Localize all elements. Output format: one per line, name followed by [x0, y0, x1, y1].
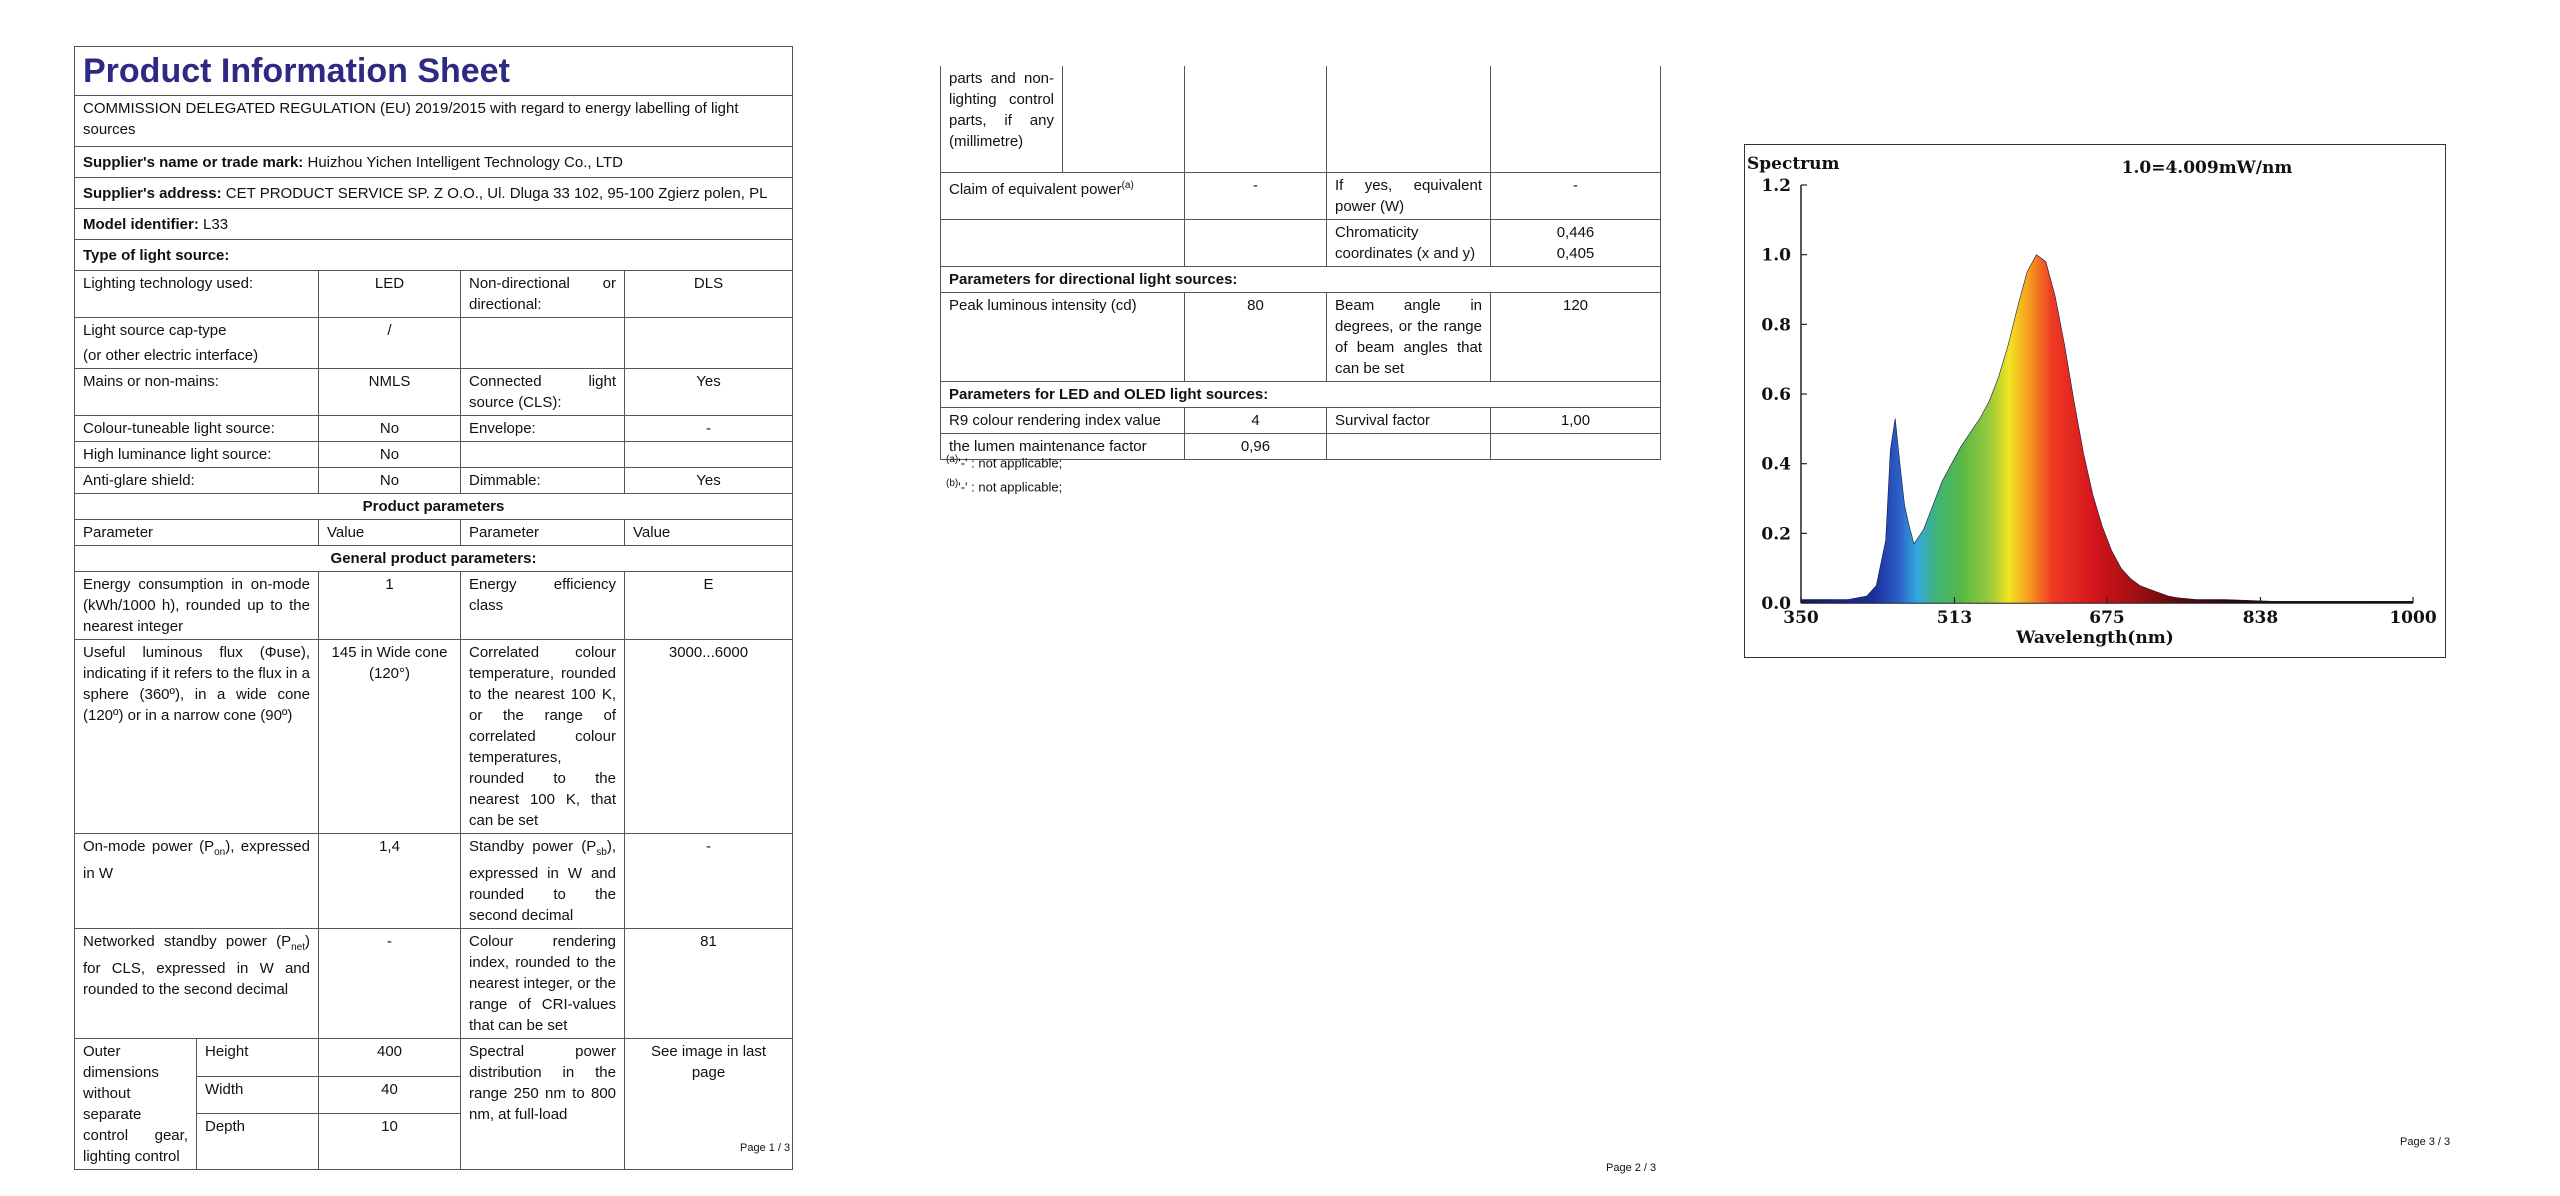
empty-cell	[625, 318, 793, 369]
tech-value: LED	[319, 271, 461, 318]
standby-power-value: -	[625, 834, 793, 929]
y-tick-label: 0.4	[1761, 454, 1791, 475]
page-number: Page 3 / 3	[2400, 1136, 2451, 1148]
antiglare-value: No	[319, 468, 461, 494]
antiglare-label: Anti-glare shield:	[75, 468, 319, 494]
general-heading: General product parameters:	[75, 546, 793, 572]
empty-cell	[1491, 66, 1661, 172]
page-2	[940, 0, 1660, 1180]
survival-label: Survival factor	[1327, 407, 1491, 433]
on-mode-power-value: 1,4	[319, 834, 461, 929]
height-label: Height	[197, 1039, 319, 1077]
if-yes-value: -	[1491, 172, 1661, 219]
model-row: Model identifier: L33	[75, 209, 793, 240]
empty-cell	[461, 318, 625, 369]
energy-consumption-value: 1	[319, 572, 461, 640]
outer-dimensions-label: Outer dimensions without separate control gear, lighting control	[75, 1039, 197, 1170]
empty-cell	[1185, 219, 1327, 266]
regulation-text: COMMISSION DELEGATED REGULATION (EU) 2019/2015 with regard to energy labelling of light sources	[75, 96, 793, 147]
dimensions-continued-label: parts and non-lighting control parts, if any (millimetre)	[941, 66, 1063, 172]
empty-cell	[1491, 433, 1661, 459]
standby-power-label: Standby power $(P_{sb})$, expressed in W and rounded to the second decimal	[461, 834, 625, 929]
empty-cell	[1063, 66, 1185, 172]
dimmable-value: Yes	[625, 468, 793, 494]
cap-label: Light source cap-type (or other electric interface)	[75, 318, 319, 369]
spectrum-area	[1801, 255, 2413, 603]
footnote-b: $^{(b)}$'-' : not applicable;	[946, 478, 1063, 495]
beam-angle-label: Beam angle in degrees, or the range of beam angles that can be set	[1327, 292, 1491, 381]
spectral-distribution-label: Spectral power distribution in the range 250 nm to 800 nm, at full-load	[461, 1039, 625, 1170]
high-luminance-label: High luminance light source:	[75, 442, 319, 468]
cri-label: Colour rendering index, rounded to the nearest integer, or the range of CRI-values that can be set	[461, 929, 625, 1039]
depth-label: Depth	[197, 1114, 319, 1170]
dimmable-label: Dimmable:	[461, 468, 625, 494]
efficiency-class-label: Energy efficiency class	[461, 572, 625, 640]
spectrum-chart	[1745, 145, 2445, 657]
high-luminance-value: No	[319, 442, 461, 468]
cap-value: /	[319, 318, 461, 369]
height-value: 400	[319, 1039, 461, 1077]
continuation-table	[940, 66, 1661, 460]
empty-cell	[1185, 66, 1327, 172]
empty-cell	[1327, 66, 1491, 172]
supplier-address-row: Supplier's address: CET PRODUCT SERVICE SP. Z O.O., Ul. Dluga 33 102, 95-100 Zgierz polen, PL	[75, 178, 793, 209]
networked-standby-value: -	[319, 929, 461, 1039]
cri-value: 81	[625, 929, 793, 1039]
col-value: Value	[319, 520, 461, 546]
envelope-value: -	[625, 416, 793, 442]
width-value: 40	[319, 1076, 461, 1114]
peak-intensity-label: Peak luminous intensity (cd)	[941, 292, 1185, 381]
luminous-flux-label: Useful luminous flux (Φuse), indicating if it refers to the flux in a sphere (360º), in a wide cone (120º) or in a narrow cone (90º)	[75, 640, 319, 834]
x-tick-label: 513	[1936, 608, 1973, 628]
luminous-flux-value: 145 in Wide cone (120°)	[319, 640, 461, 834]
if-yes-label: If yes, equivalent power (W)	[1327, 172, 1491, 219]
y-tick-label: 1.0	[1761, 245, 1791, 266]
chromaticity-label: Chromaticity coordinates (x and y)	[1327, 219, 1491, 266]
lumen-maintenance-value: 0,96	[1185, 433, 1327, 459]
efficiency-class-value: E	[625, 572, 793, 640]
spectral-distribution-value: See image in last page	[625, 1039, 793, 1170]
envelope-label: Envelope:	[461, 416, 625, 442]
mains-label: Mains or non-mains:	[75, 369, 319, 416]
product-info-table	[74, 46, 793, 1170]
depth-value: 10	[319, 1114, 461, 1170]
page-1	[74, 0, 792, 1165]
width-label: Width	[197, 1076, 319, 1114]
empty-cell	[941, 219, 1185, 266]
cct-value: 3000...6000	[625, 640, 793, 834]
x-axis-label: Wavelength(nm)	[2016, 628, 2174, 648]
r9-value: 4	[1185, 407, 1327, 433]
y-tick-label: 0.6	[1761, 385, 1791, 405]
empty-cell	[625, 442, 793, 468]
led-heading: Parameters for LED and OLED light sources:	[941, 381, 1661, 407]
x-tick-label: 350	[1783, 608, 1819, 628]
cls-label: Connected light source (CLS):	[461, 369, 625, 416]
directional-heading: Parameters for directional light sources:	[941, 266, 1661, 292]
page-3	[1720, 0, 2460, 1160]
page-number: Page 2 / 3	[1606, 1162, 1657, 1174]
equivalent-power-label: Claim of equivalent power$^{(a)}$	[941, 172, 1185, 219]
tuneable-label: Colour-tuneable light source:	[75, 416, 319, 442]
x-tick-label: 838	[2242, 608, 2279, 628]
spectrum-chart-frame	[1744, 144, 2446, 658]
footnote-a: $^{(a)}$'-' : not applicable;	[946, 454, 1063, 471]
energy-consumption-label: Energy consumption in on-mode (kWh/1000 h), rounded up to the nearest integer	[75, 572, 319, 640]
y-tick-label: 0.8	[1761, 315, 1791, 336]
mains-value: NMLS	[319, 369, 461, 416]
cct-label: Correlated colour temperature, rounded to the nearest 100 K, or the range of correlated colour temperatures, rounded to the nearest 100 K, that can be set	[461, 640, 625, 834]
supplier-name-row: Supplier's name or trade mark: Huizhou Yichen Intelligent Technology Co., LTD	[75, 147, 793, 178]
tuneable-value: No	[319, 416, 461, 442]
chart-title: Spectrum	[1747, 154, 1840, 174]
x-tick-label: 1000	[2389, 608, 2437, 628]
type-heading: Type of light source:	[75, 240, 793, 271]
page-title: Product Information Sheet	[75, 47, 793, 96]
page-number: Page 1 / 3	[740, 1142, 791, 1154]
empty-cell	[1327, 433, 1491, 459]
x-tick-label: 675	[2089, 608, 2125, 628]
col-parameter: Parameter	[461, 520, 625, 546]
y-tick-label: 0.2	[1761, 524, 1791, 545]
y-tick-label: 0.0	[1761, 594, 1791, 614]
directional-label: Non-directional or directional:	[461, 271, 625, 318]
equivalent-power-value: -	[1185, 172, 1327, 219]
col-parameter: Parameter	[75, 520, 319, 546]
y-tick-label: 1.2	[1761, 176, 1791, 196]
r9-label: R9 colour rendering index value	[941, 407, 1185, 433]
beam-angle-value: 120	[1491, 292, 1661, 381]
chart-annotation: 1.0=4.009mW/nm	[2121, 158, 2293, 178]
networked-standby-label: Networked standby power $(P_{net})$ for CLS, expressed in W and rounded to the second decimal	[75, 929, 319, 1039]
lumen-maintenance-label: the lumen maintenance factor	[941, 433, 1185, 459]
peak-intensity-value: 80	[1185, 292, 1327, 381]
product-params-heading: Product parameters	[75, 494, 793, 520]
survival-value: 1,00	[1491, 407, 1661, 433]
cls-value: Yes	[625, 369, 793, 416]
on-mode-power-label: On-mode power $(P_{on})$, expressed in W	[75, 834, 319, 929]
tech-label: Lighting technology used:	[75, 271, 319, 318]
col-value: Value	[625, 520, 793, 546]
directional-value: DLS	[625, 271, 793, 318]
empty-cell	[461, 442, 625, 468]
chromaticity-value: 0,446 0,405	[1491, 219, 1661, 266]
